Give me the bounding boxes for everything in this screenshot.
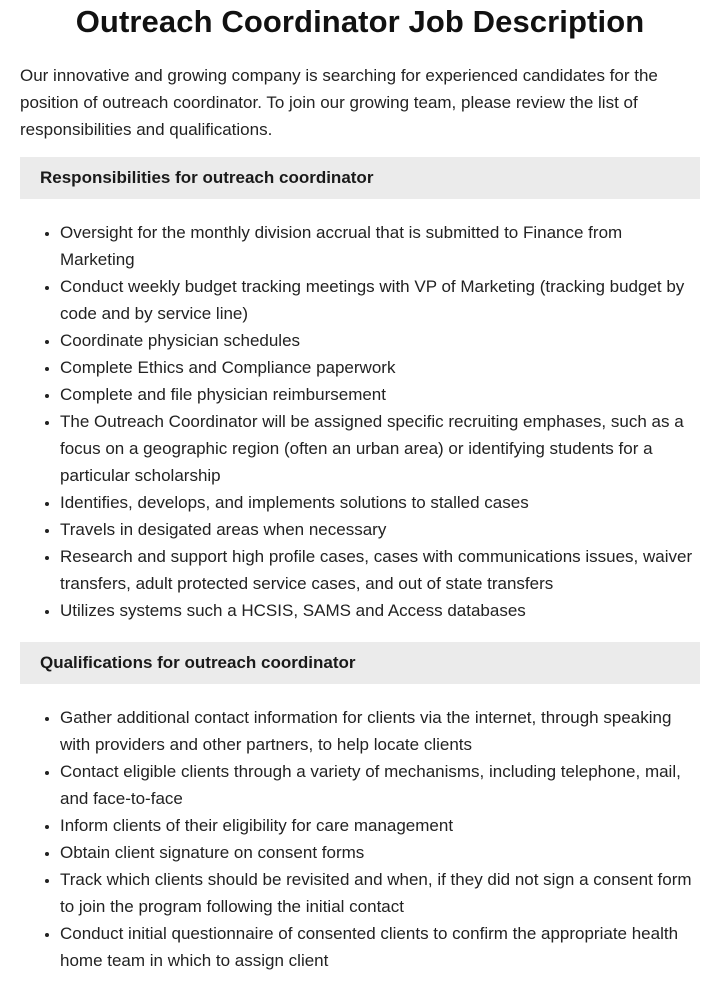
list-item: • Utilizes systems such a HCSIS, SAMS and Access databases [60,597,700,624]
list-item: • Conduct weekly budget tracking meetings with VP of Marketing (tracking budget by code and by service line) [60,273,700,327]
list-item: • Conduct initial questionnaire of consented clients to confirm the appropriate health home team in which to assign client [60,920,700,974]
qualifications-list [20,704,700,974]
list-item: • Contact eligible clients through a variety of mechanisms, including telephone, mail, and face-to-face [60,758,700,812]
list-item: • Travels in desigated areas when necessary [60,516,700,543]
list-item: • Inform clients of their eligibility for care management [60,812,700,839]
responsibilities-list [20,219,700,624]
responsibilities-heading: Responsibilities for outreach coordinator [20,157,700,199]
list-item: • Identifies, develops, and implements solutions to stalled cases [60,489,700,516]
list-item: • Coordinate physician schedules [60,327,700,354]
list-item: • Oversight for the monthly division accrual that is submitted to Finance from Marketing [60,219,700,273]
list-item: • Complete Ethics and Compliance paperwork [60,354,700,381]
qualifications-heading: Qualifications for outreach coordinator [20,642,700,684]
page-title: Outreach Coordinator Job Description [75,4,645,39]
list-item: • Track which clients should be revisited and when, if they did not sign a consent form to join the program following the initial contact [60,866,700,920]
list-item: • Obtain client signature on consent forms [60,839,700,866]
list-item: • Complete and file physician reimbursement [60,381,700,408]
list-item: • Research and support high profile cases, cases with communications issues, waiver transfers, adult protected service cases, and out of state transfers [60,543,700,597]
list-item: • Gather additional contact information for clients via the internet, through speaking with providers and other partners, to help locate clients [60,704,700,758]
list-item: • The Outreach Coordinator will be assigned specific recruiting emphases, such as a focus on a geographic region (often an urban area) or identifying students for a particular scholarship [60,408,700,489]
intro-paragraph: Our innovative and growing company is searching for experienced candidates for the position of outreach coordinator. To join our growing team, please review the list of responsibilities and qualifications. [20,66,658,139]
